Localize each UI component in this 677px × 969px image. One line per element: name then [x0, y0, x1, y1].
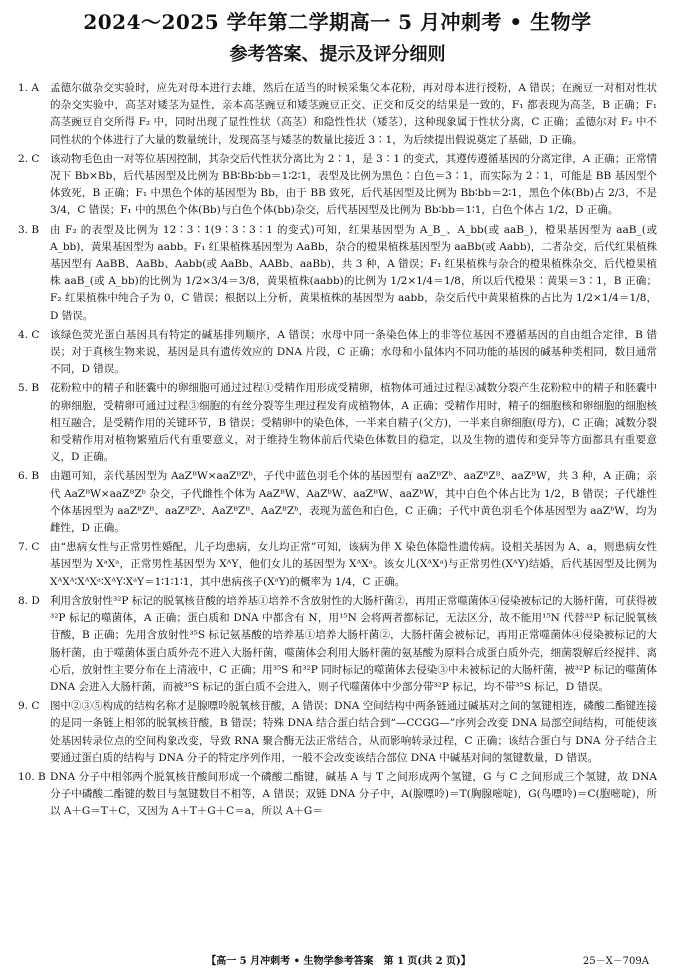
answer-number: 4. C: [18, 328, 40, 341]
answer-number: 7. C: [18, 541, 40, 554]
footer-doc-code: 25－X－709A: [582, 956, 649, 967]
answer-item-6: [18, 468, 657, 537]
answer-item-3: [18, 222, 657, 325]
answer-explanation: 孟德尔做杂交实验时，应先对母本进行去雄，然后在适当的时候采集父本花粉，再对母本进行授粉，A 错误；在豌豆一对相对性状的杂交实验中，高茎对矮茎为显性，亲本高茎豌豆和矮茎豌豆正交、正交和反交的结果是一致的，F₁ 都表现为高茎，B 正确；F₁ 高茎豌豆自交所得 F₂ 中，同时出现了显性性状（高茎）和隐性性状（矮茎），这种现象属于性状分离，C 正确；孟德尔对 F₂ 中不同性状的个体进行了大量的数量统计，发现高茎与矮茎的数量比接近 3∶1，为后续提出假说奠定了基础，D 正确。: [50, 82, 657, 146]
answer-explanation: 由“患病女性与正常男性婚配，儿子均患病，女儿均正常”可知，该病为伴 X 染色体隐性遗传病。设相关基因为 A、a，则患病女性基因型为 XᵃXᵃ，正常男性基因型为 XᴬY，他们女儿的基因型为 XᴬXᵃ。该女儿(XᴬXᵃ)与正常男性(XᴬY)结婚，后代基因型及比例为 XᴬXᴬ∶XᴬXᵃ∶XᴬY∶XᵃY＝1∶1∶1∶1，其中患病孩子(XᵃY)的概率为 1/4，C 正确。: [50, 541, 657, 588]
answer-explanation: 该绿色荧光蛋白基因具有特定的碱基排列顺序，A 错误；水母中同一条染色体上的非等位基因不遵循基因的自由组合定律，B 错误；对于真核生物来说，基因是具有遗传效应的 DNA 片段，C 正确；水母和小鼠体内不同功能的基因的碱基种类相同，数目通常不同，D 错误。: [50, 328, 657, 376]
answer-number: 5. B: [18, 382, 40, 395]
answer-number: 9. C: [18, 700, 40, 713]
answer-explanation: 花粉粒中的精子和胚囊中的卵细胞可通过过程①受精作用形成受精卵，植物体可通过过程②减数分裂产生花粉粒中的精子和胚囊中的卵细胞，受精卵可通过过程③细胞的有丝分裂等生理过程发育成植物体，A 正确；受精作用时，精子的细胞核和卵细胞的细胞核相互融合，是受精作用的关键环节，B 错误；受精卵中的染色体，一半来自精子(父方)，一半来自卵细胞(母方)，C 正确；减数分裂和受精作用对植物繁殖后代有重要意义，对于维持生物体前后代染色体数目的稳定，以及生物的遗传和变异等方面都具有重要意义，D 正确。: [50, 382, 657, 464]
page-title: 2024～2025 学年第二学期高一 5 月冲刺考 • 生物学: [83, 10, 592, 34]
answer-explanation: DNA 分子中相邻两个脱氧核苷酸间形成一个磷酸二酯键，碱基 A 与 T 之间形成两个氢键，G 与 C 之间形成三个氢键，故 DNA 分子中磷酸二酯键的数目与氢键数目不相等，A 错误；双链 DNA 分子中，A(腺嘌呤)＝T(胸腺嘧啶)，G(鸟嘌呤)＝C(胞嘧啶)，所以 A＋G＝T＋C，又因为 A＋T＋G＋C＝a，所以 A＋G＝: [50, 770, 658, 818]
answer-number: 2. C: [18, 152, 40, 165]
answer-explanation: 利用含放射性³²P 标记的脱氧核苷酸的培养基①培养不含放射性的大肠杆菌②，再用正常噬菌体④侵染被标记的大肠杆菌，可获得被³²P 标记的噬菌体，A 正确；蛋白质和 DNA 中都含有 N，用¹⁵N 会将两者都标记，无法区分，故不能用¹⁵N 代替³²P 标记脱氧核苷酸，B 正确；先用含放射性³⁵S 标记氨基酸的培养基①培养大肠杆菌②，大肠杆菌会被标记，再用正常噬菌体④侵染被标记的大肠杆菌，由于噬菌体蛋白质外壳不进入大肠杆菌，噬菌体会利用大肠杆菌的氨基酸为原料合成蛋白质外壳，细菌裂解后经搅拌、离心后，放射性主要分布在上清液中，C 正确；用³⁵S 和³²P 同时标记的噬菌体去侵染③中未被标记的大肠杆菌，被³²P 标记的噬菌体 DNA 会进入大肠杆菌，而被³⁵S 标记的蛋白质不会进入，则子代噬菌体中少部分带³²P 标记，均不带³⁵S 标记，D 错误。: [50, 594, 657, 693]
answer-item-4: [18, 327, 657, 379]
answer-explanation: 该动物毛色由一对等位基因控制，其杂交后代性状分离比为 2∶1，是 3∶1 的变式，其遵传遵循基因的分离定律，A 正确；正常情况下 Bb×Bb，后代基因型及比例为 BB∶Bb∶bb＝1∶2∶1，表型及比例为黑色∶白色＝3∶1，而实际为 2∶1，可能是 BB 基因型个体致死，B 正确；F₁ 中黑色个体的基因型为 Bb，由于 BB 致死，后代基因型及比例为 Bb∶bb＝2∶1，黑色个体(Bb)占 2/3，不是 3/4，C 错误；F₁ 中的黑色个体(Bb)与白色个体(bb)杂交，后代基因型及比例为 Bb∶bb＝1∶1，白色个体占 1/2，D 正确。: [50, 152, 657, 217]
answer-explanation: 图中②③⑤构成的结构名称才是腺嘌呤脱氧核苷酸，A 错误；DNA 空间结构中两条链通过碱基对之间的氢键相连，磷酸二酯键连接的是同一条链上相邻的脱氧核苷酸，B 错误；特殊 DNA 结合蛋白结合到“—CCGG—”序列会改变 DNA 局部空间结构，可能使该处基因转录位点的空间构象改变，导致 RNA 聚合酶无法正常结合，从而影响转录过程，C 正确；该结合蛋白与 DNA 分子结合主要通过蛋白质的结构与 DNA 分子的特定序列作用，一般不会改变该结合部位 DNA 中碱基对间的氢键数量，D 错误。: [50, 700, 657, 764]
answer-item-2: [18, 151, 657, 220]
answer-item-9: [18, 698, 657, 767]
answer-number: 10. B: [18, 770, 46, 783]
answer-item-5: [18, 380, 657, 466]
footer-page-info: 【高一 5 月冲刺考 • 生物学参考答案 第 1 页(共 2 页)】: [206, 956, 471, 967]
answer-explanation: 由题可知，亲代基因型为 AaZᴮW×aaZᴮZᵇ，子代中蓝色羽毛个体的基因型有 aaZᴮZᵇ、aaZᴮZᴮ、aaZᴮW，共 3 种，A 正确；亲代 AaZᴮW×aaZᴮZᵇ 杂交，子代雌性个体为 AaZᴮW、AaZᵇW、aaZᴮW、aaZᵇW，其中白色个体占比为 1/2，B 错误；子代雄性个体基因型为 aaZᴮZᴮ、aaZᴮZᵇ、AaZᴮZᴮ、AaZᴮZᵇ，表现为蓝色和白色，C 正确；子代中黄色羽毛个体基因型为 aaZᵇW，均为雌性，D 正确。: [50, 470, 657, 535]
answer-item-10: [18, 769, 657, 821]
answer-item-1: [18, 80, 657, 149]
answer-item-8: [18, 593, 657, 696]
answer-item-7: [18, 539, 657, 591]
answer-number: 8. D: [18, 594, 40, 607]
answer-number: 3. B: [18, 223, 40, 236]
answer-number: 6. B: [18, 470, 40, 483]
answer-list: [18, 80, 657, 821]
page-subtitle: 参考答案、提示及评分细则: [229, 44, 446, 65]
answer-number: 1. A: [18, 82, 39, 94]
answer-explanation: 由 F₂ 的表型及比例为 12∶3∶1(9∶3∶3∶1 的变式)可知，红果基因型为 A_B_、A_bb(或 aaB_)，橙果基因型为 aaB_(或 A_bb)，黄果基因型为 aabb。F₁ 红果植株基因型为 AaBb，杂合的橙果植株基因型为 aaBb(或 Aabb)，二者杂交，后代红果植株基因型有 AaBB、AaBb、Aabb(或 AaBb、AABb、aaBb)，共 3 种，A 错误；F₁ 红果植株与杂合的橙果植株杂交，后代橙果植株 aaB_(或 A_bb)的比例为 1/2×3/4＝3/8，黄果植株(aabb)的比例为 1/2×1/4＝1/8，所以后代橙果∶黄果＝3∶1，B 正确；F₂ 红果植株中纯合子为 0，C 错误；根据以上分析，黄果植株的基因型为 aabb，杂交后代中黄果植株的占比为 1/2×1/4＝1/8，D 错误。: [50, 223, 657, 322]
